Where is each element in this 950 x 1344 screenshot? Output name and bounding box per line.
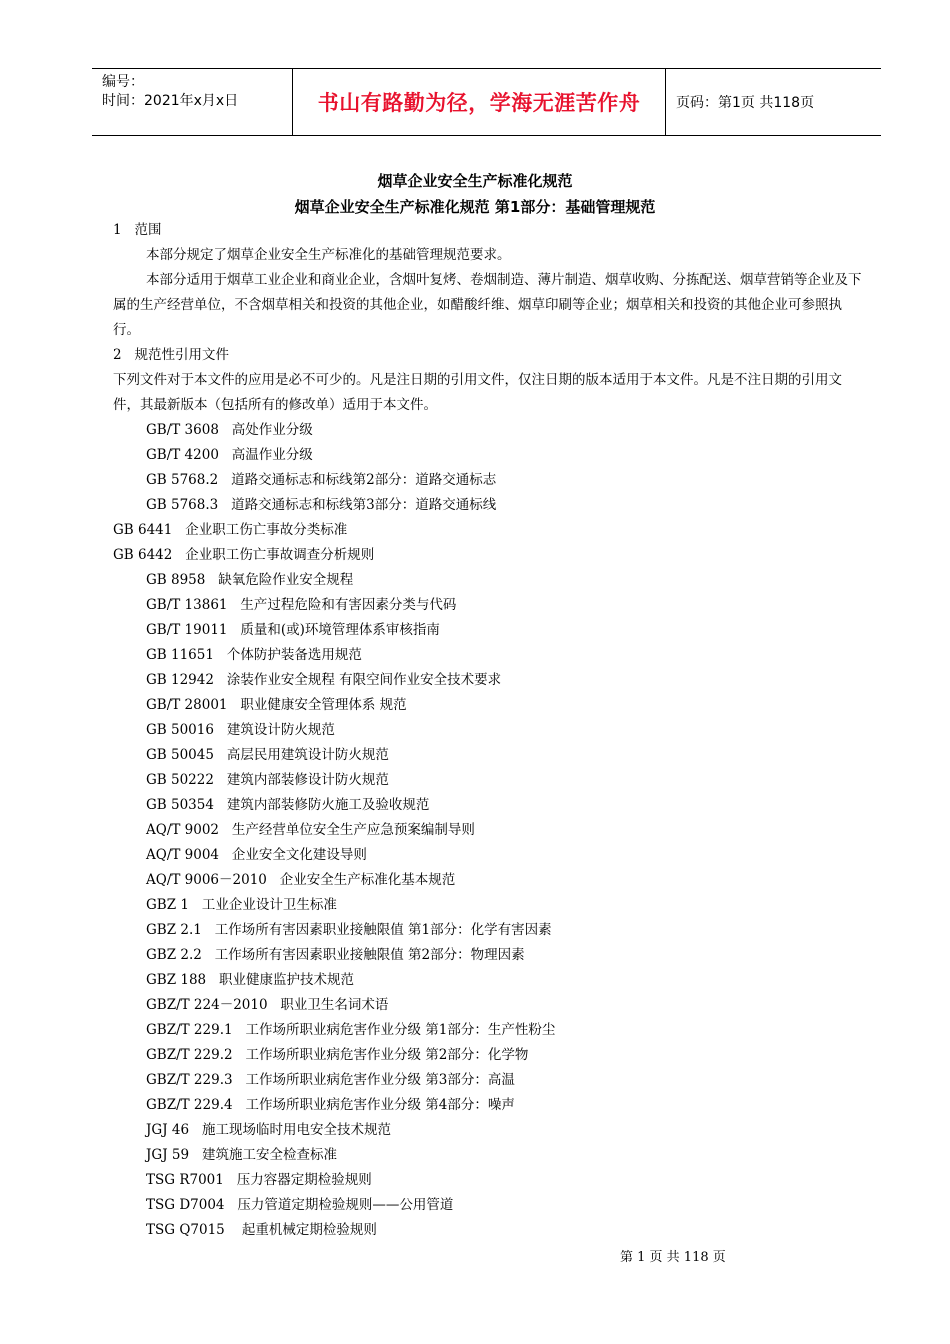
reference-item: GB/T 28001 职业健康安全管理体系 规范 — [146, 697, 407, 713]
reference-item: GBZ 1 工业企业设计卫生标准 — [146, 897, 337, 913]
reference-item: GB 6441 企业职工伤亡事故分类标准 — [113, 522, 348, 538]
reference-item: GBZ 2.1 工作场所有害因素职业接触限值 第1部分：化学有害因素 — [146, 922, 552, 938]
document-subtitle: 烟草企业安全生产标准化规范 第1部分：基础管理规范 — [294, 198, 656, 216]
reference-item: GB 5768.3 道路交通标志和标线第3部分：道路交通标线 — [146, 497, 497, 513]
document-number-label: 编号： — [102, 74, 144, 90]
reference-item: GBZ/T 229.1 工作场所职业病危害作业分级 第1部分：生产性粉尘 — [146, 1022, 556, 1038]
reference-item: GBZ/T 229.2 工作场所职业病危害作业分级 第2部分：化学物 — [146, 1047, 529, 1063]
reference-list — [113, 418, 863, 1243]
reference-item: GBZ/T 224－2010 职业卫生名词术语 — [146, 997, 389, 1013]
reference-item: GB/T 4200 高温作业分级 — [146, 447, 313, 463]
section-2-heading: 2 规范性引用文件 — [113, 347, 229, 363]
document-title: 烟草企业安全生产标准化规范 — [377, 172, 573, 190]
header-page-label: 页码：第1页 共118页 — [676, 95, 815, 111]
page-footer: 第 1 页 共 118 页 — [620, 1250, 726, 1265]
header-motto: 书山有路勤为径，学海无涯苦作舟 — [293, 69, 666, 135]
reference-item: GB 8958 缺氧危险作业安全规程 — [146, 572, 354, 588]
reference-item: GBZ/T 229.4 工作场所职业病危害作业分级 第4部分：噪声 — [146, 1097, 515, 1113]
reference-item: TSG D7004 压力管道定期检验规则——公用管道 — [146, 1197, 454, 1213]
reference-item: JGJ 59 建筑施工安全检查标准 — [146, 1147, 337, 1163]
section-1-paragraph-2: 本部分适用于烟草工业企业和商业企业，含烟叶复烤、卷烟制造、薄片制造、烟草收购、分拣配送、烟草营销等企业及下属的生产经营单位，不含烟草相关和投资的其他企业，如醋酸纤维、烟草印刷等企业；烟草相关和投资的其他企业可参照执行。 — [113, 272, 862, 338]
document-header — [92, 68, 881, 136]
reference-item: AQ/T 9004 企业安全文化建设导则 — [146, 847, 367, 863]
document-body — [113, 218, 863, 1243]
section-1-paragraph-1: 本部分规定了烟草企业安全生产标准化的基础管理规范要求。 — [146, 247, 511, 263]
reference-item: GB 12942 涂装作业安全规程 有限空间作业安全技术要求 — [146, 672, 502, 688]
reference-item: AQ/T 9006－2010 企业安全生产标准化基本规范 — [146, 872, 456, 888]
reference-item: TSG R7001 压力容器定期检验规则 — [146, 1172, 372, 1188]
reference-item: AQ/T 9002 生产经营单位安全生产应急预案编制导则 — [146, 822, 475, 838]
reference-item: GB 50016 建筑设计防火规范 — [146, 722, 335, 738]
reference-item: GB 5768.2 道路交通标志和标线第2部分：道路交通标志 — [146, 472, 497, 488]
document-time-label: 时间：2021年x月x日 — [102, 93, 239, 109]
reference-item: GB 11651 个体防护装备选用规范 — [146, 647, 362, 663]
header-meta — [92, 69, 293, 135]
section-1-heading: 1 范围 — [113, 222, 162, 238]
reference-item: GBZ 188 职业健康监护技术规范 — [146, 972, 355, 988]
reference-item: GB/T 19011 质量和(或)环境管理体系审核指南 — [146, 622, 440, 638]
reference-item: GB 50354 建筑内部装修防火施工及验收规范 — [146, 797, 430, 813]
reference-item: GB/T 13861 生产过程危险和有害因素分类与代码 — [146, 597, 457, 613]
section-2-paragraph-1: 下列文件对于本文件的应用是必不可少的。凡是注日期的引用文件，仅注日期的版本适用于本文件。凡是不注日期的引用文件，其最新版本（包括所有的修改单）适用于本文件。 — [113, 372, 842, 413]
reference-item: JGJ 46 施工现场临时用电安全技术规范 — [146, 1122, 391, 1138]
reference-item: GB/T 3608 高处作业分级 — [146, 422, 313, 438]
reference-item: GBZ 2.2 工作场所有害因素职业接触限值 第2部分：物理因素 — [146, 947, 525, 963]
reference-item: GB 6442 企业职工伤亡事故调查分析规则 — [113, 547, 375, 563]
reference-item: GBZ/T 229.3 工作场所职业病危害作业分级 第3部分：高温 — [146, 1072, 515, 1088]
reference-item: GB 50222 建筑内部装修设计防火规范 — [146, 772, 389, 788]
reference-item: GB 50045 高层民用建筑设计防火规范 — [146, 747, 389, 763]
reference-item: TSG Q7015 起重机械定期检验规则 — [146, 1222, 377, 1238]
